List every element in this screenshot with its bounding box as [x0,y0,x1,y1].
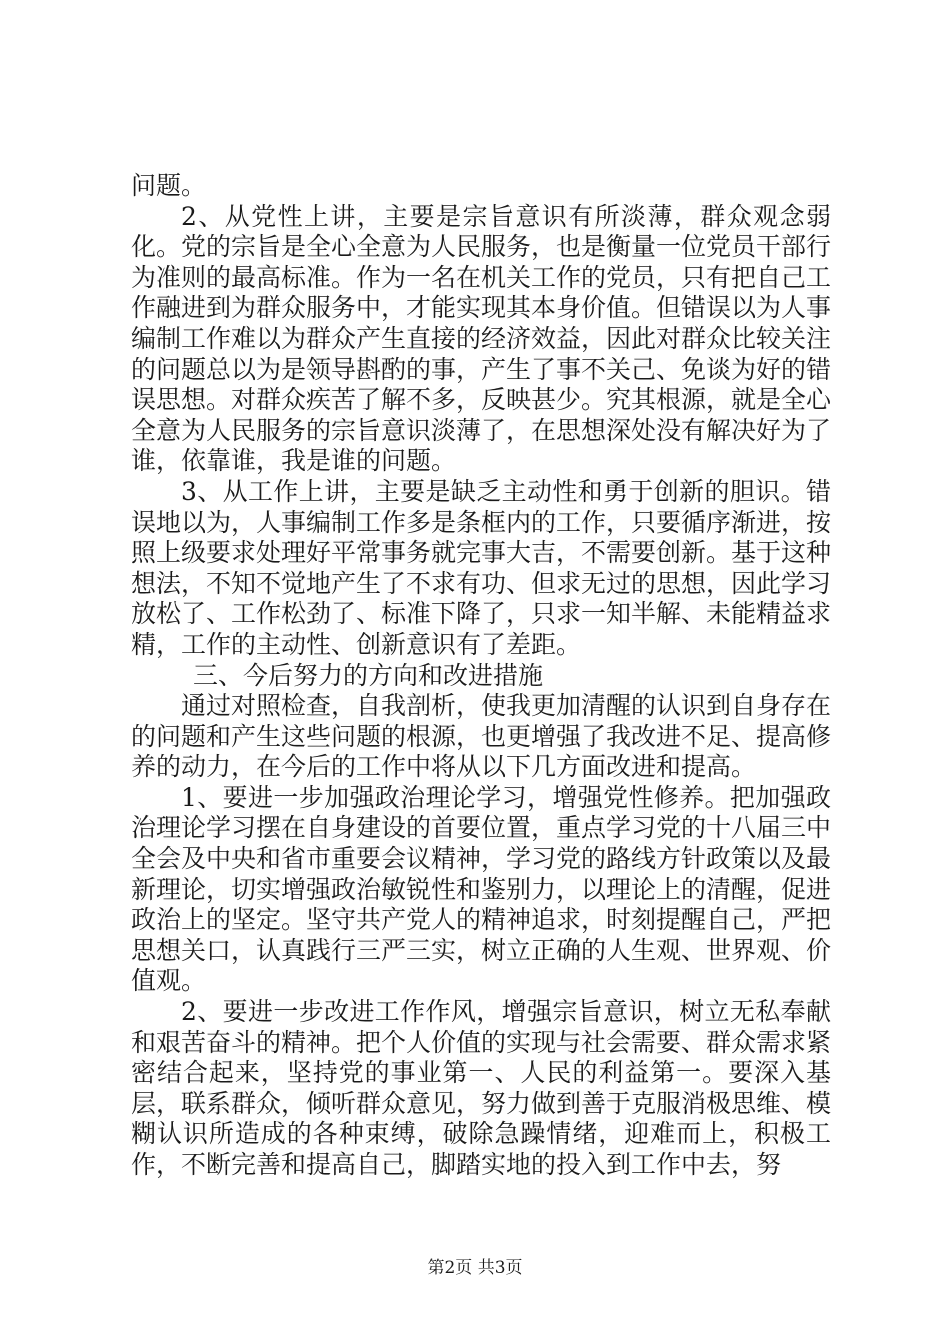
paragraph-work-attitude: 3、从工作上讲，主要是缺乏主动性和勇于创新的胆识。错误地以为，人事编制工作多是条框内的工作，只要循序渐进，按照上级要求处理好平常事务就完事大吉，不需要创新。基于这种想法，不知不觉地产生了不求有功、但求无过的思想，因此学习放松了、工作松劲了、标准下降了，只求一知半解、未能精益求精，工作的主动性、创新意识有了差距。 [131,476,832,659]
paragraph-party-spirit: 2、从党性上讲，主要是宗旨意识有所淡薄，群众观念弱化。党的宗旨是全心全意为人民服务，也是衡量一位党员干部行为准则的最高标准。作为一名在机关工作的党员，只有把自己工作融进到为群众服务中，才能实现其本身价值。但错误以为人事编制工作难以为群众产生直接的经济效益，因此对群众比较关注的问题总以为是领导斟酌的事，产生了事不关己、免谈为好的错误思想。对群众疾苦了解不多，反映甚少。究其根源，就是全心全意为人民服务的宗旨意识淡薄了，在思想深处没有解决好为了谁，依靠谁，我是谁的问题。 [131,201,832,476]
paragraph-continuation: 问题。 [131,171,207,200]
document-body [131,171,831,1181]
paragraph-theory-study: 1、要进一步加强政治理论学习，增强党性修养。把加强政治理论学习摆在自身建设的首要位置，重点学习党的十八届三中全会及中央和省市重要会议精神，学习党的路线方针政策以及最新理论，切实增强政治敏锐性和鉴别力，以理论上的清醒，促进政治上的坚定。坚守共产党人的精神追求，时刻提醒自己，严把思想关口，认真践行三严三实，树立正确的人生观、世界观、价值观。 [131,782,832,996]
paragraph-self-analysis: 通过对照检查，自我剖析，使我更加清醒的认识到自身存在的问题和产生这些问题的根源，也更增强了我改进不足、提高修养的动力，在今后的工作中将从以下几方面改进和提高。 [131,691,832,782]
paragraph-work-style: 2、要进一步改进工作作风，增强宗旨意识，树立无私奉献和艰苦奋斗的精神。把个人价值的实现与社会需要、群众需求紧密结合起来，坚持党的事业第一、人民的利益第一。要深入基层，联系群众，倾听群众意见，努力做到善于克服消极思维、模糊认识所造成的各种束缚，破除急躁情绪，迎难而上，积极工作，不断完善和提高自己，脚踏实地的投入到工作中去，努 [131,997,832,1179]
section-heading: 三、今后努力的方向和改进措施 [193,660,544,690]
page-number: 第2页 共3页 [427,1258,523,1278]
